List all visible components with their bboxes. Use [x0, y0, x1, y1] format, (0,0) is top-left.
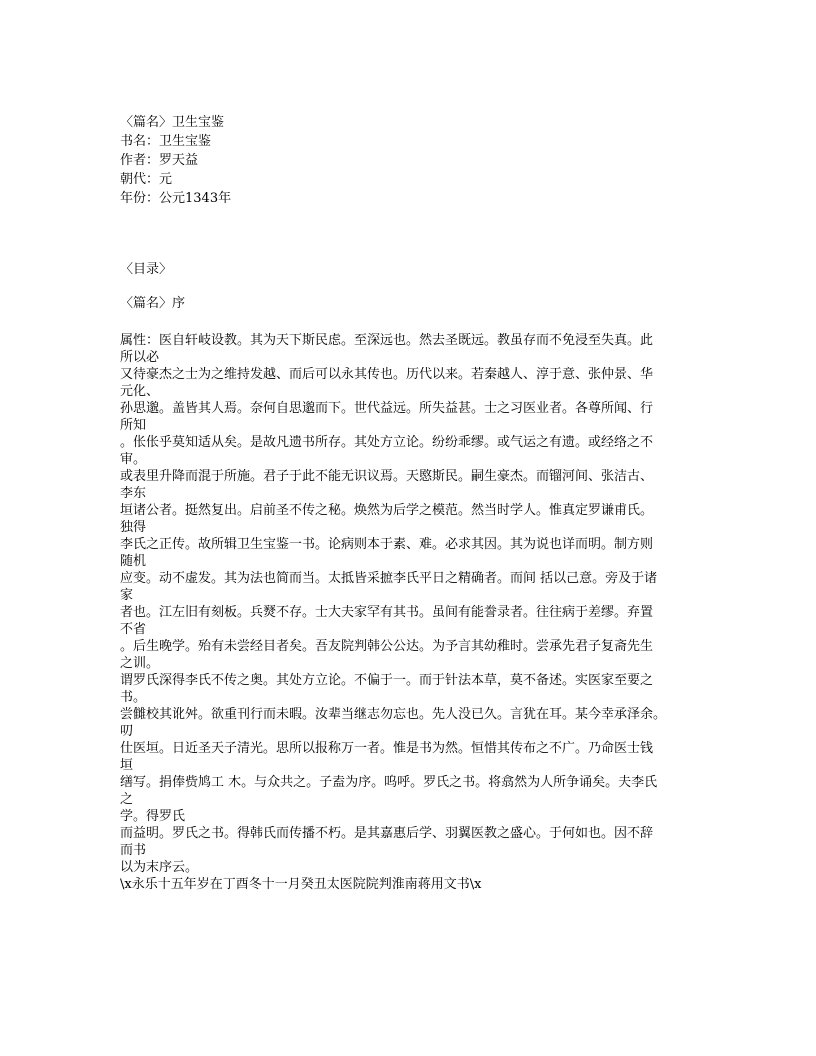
body-line: 所知 — [120, 418, 147, 433]
body-line: 元化、 — [120, 384, 160, 399]
header-book-name: 书名：卫生宝鉴 — [120, 134, 212, 149]
body-line: 所以必 — [120, 350, 160, 365]
body-line: 之 — [120, 792, 134, 807]
body-line: 垣 — [120, 758, 134, 773]
body-line: 垣诸公者。挺然复出。启前圣不传之秘。焕然为后学之模范。然当时学人。惟真定罗谦甫氏。 — [120, 503, 654, 518]
body-line: 以为末序云。 — [120, 860, 199, 875]
body-line: 。伥伥乎莫知适从矣。是故凡遗书所存。其处方立论。纷纷乖缪。或气运之有遗。或经络之不 — [120, 435, 654, 450]
body-line: 尝雠校其讹舛。欲重刊行而未暇。汝辈当继志勿忘也。先人没已久。言犹在耳。某今幸承泽余。 — [120, 707, 667, 722]
body-line: 谓罗氏深得李氏不传之奥。其处方立论。不偏于一。而于针法本草，莫不备述。实医家至要之 — [120, 673, 654, 688]
body-line: 缮写。捐俸赀鸠工 木。与众共之。子盍为序。呜呼。罗氏之书。将翕然为人所争诵矣。夫李氏 — [120, 775, 658, 790]
body-line: 不省 — [120, 622, 147, 637]
body-line: 家 — [120, 588, 134, 603]
header-dynasty: 朝代：元 — [120, 172, 173, 187]
header-year: 年份：公元1343年 — [120, 191, 232, 206]
body-line: 者也。江左旧有刻板。兵燹不存。士大夫家罕有其书。虽间有能誊录者。往往病于差缪。弃置 — [120, 605, 654, 620]
body-line: 。后生晚学。殆有未尝经目者矣。吾友院判韩公公达。为予言其幼稚时。尝承先君子复斋先生 — [120, 639, 654, 654]
body-line: 叨 — [120, 724, 134, 739]
body-line: 审。 — [120, 452, 147, 467]
body-line: 又待豪杰之士为之维持发越、而后可以永其传也。历代以来。若秦越人、淳于意、张仲景、华 — [120, 367, 654, 382]
body-line: 而书 — [120, 843, 147, 858]
body-line: 李东 — [120, 486, 147, 501]
toc-heading: 〈目录〉 — [120, 262, 173, 277]
body-line: 李氏之正传。故所辑卫生宝鉴一书。论病则本于素、难。必求其因。其为说也详而明。制方则 — [120, 537, 654, 552]
body-line: 而益明。罗氏之书。得韩氏而传播不朽。是其嘉惠后学、羽翼医教之盛心。于何如也。因不辞 — [120, 826, 654, 841]
section-heading: 〈篇名〉序 — [120, 296, 186, 311]
body-line: \x永乐十五年岁在丁酉冬十一月癸丑太医院院判淮南蒋用文书\x — [120, 877, 482, 892]
body-line: 之训。 — [120, 656, 160, 671]
body-line: 学。得罗氏 — [120, 809, 186, 824]
body-line: 应变。动不虚发。其为法也简而当。太抵皆采摭李氏平日之精确者。而间 括以己意。旁及于诸 — [120, 571, 658, 586]
header-author: 作者：罗天益 — [120, 153, 199, 168]
body-line: 随机 — [120, 554, 147, 569]
header-title-line: 〈篇名〉卫生宝鉴 — [120, 115, 225, 130]
body-line: 孙思邈。盖皆其人焉。奈何自思邈而下。世代益远。所失益甚。士之习医业者。各尊所闻、行 — [120, 401, 654, 416]
body-line: 或表里升降而混于所施。君子于此不能无识议焉。天愍斯民。嗣生豪杰。而镏河间、张洁古、 — [120, 469, 654, 484]
body-line: 属性：医自轩岐设教。其为天下斯民虑。至深远也。然去圣既远。教虽存而不免浸至失真。此 — [120, 333, 654, 348]
body-line: 书。 — [120, 690, 147, 705]
body-line: 仕医垣。日近圣天子清光。思所以报称万一者。惟是书为然。恒惜其传布之不广。乃命医士钱 — [120, 741, 654, 756]
body-line: 独得 — [120, 520, 147, 535]
